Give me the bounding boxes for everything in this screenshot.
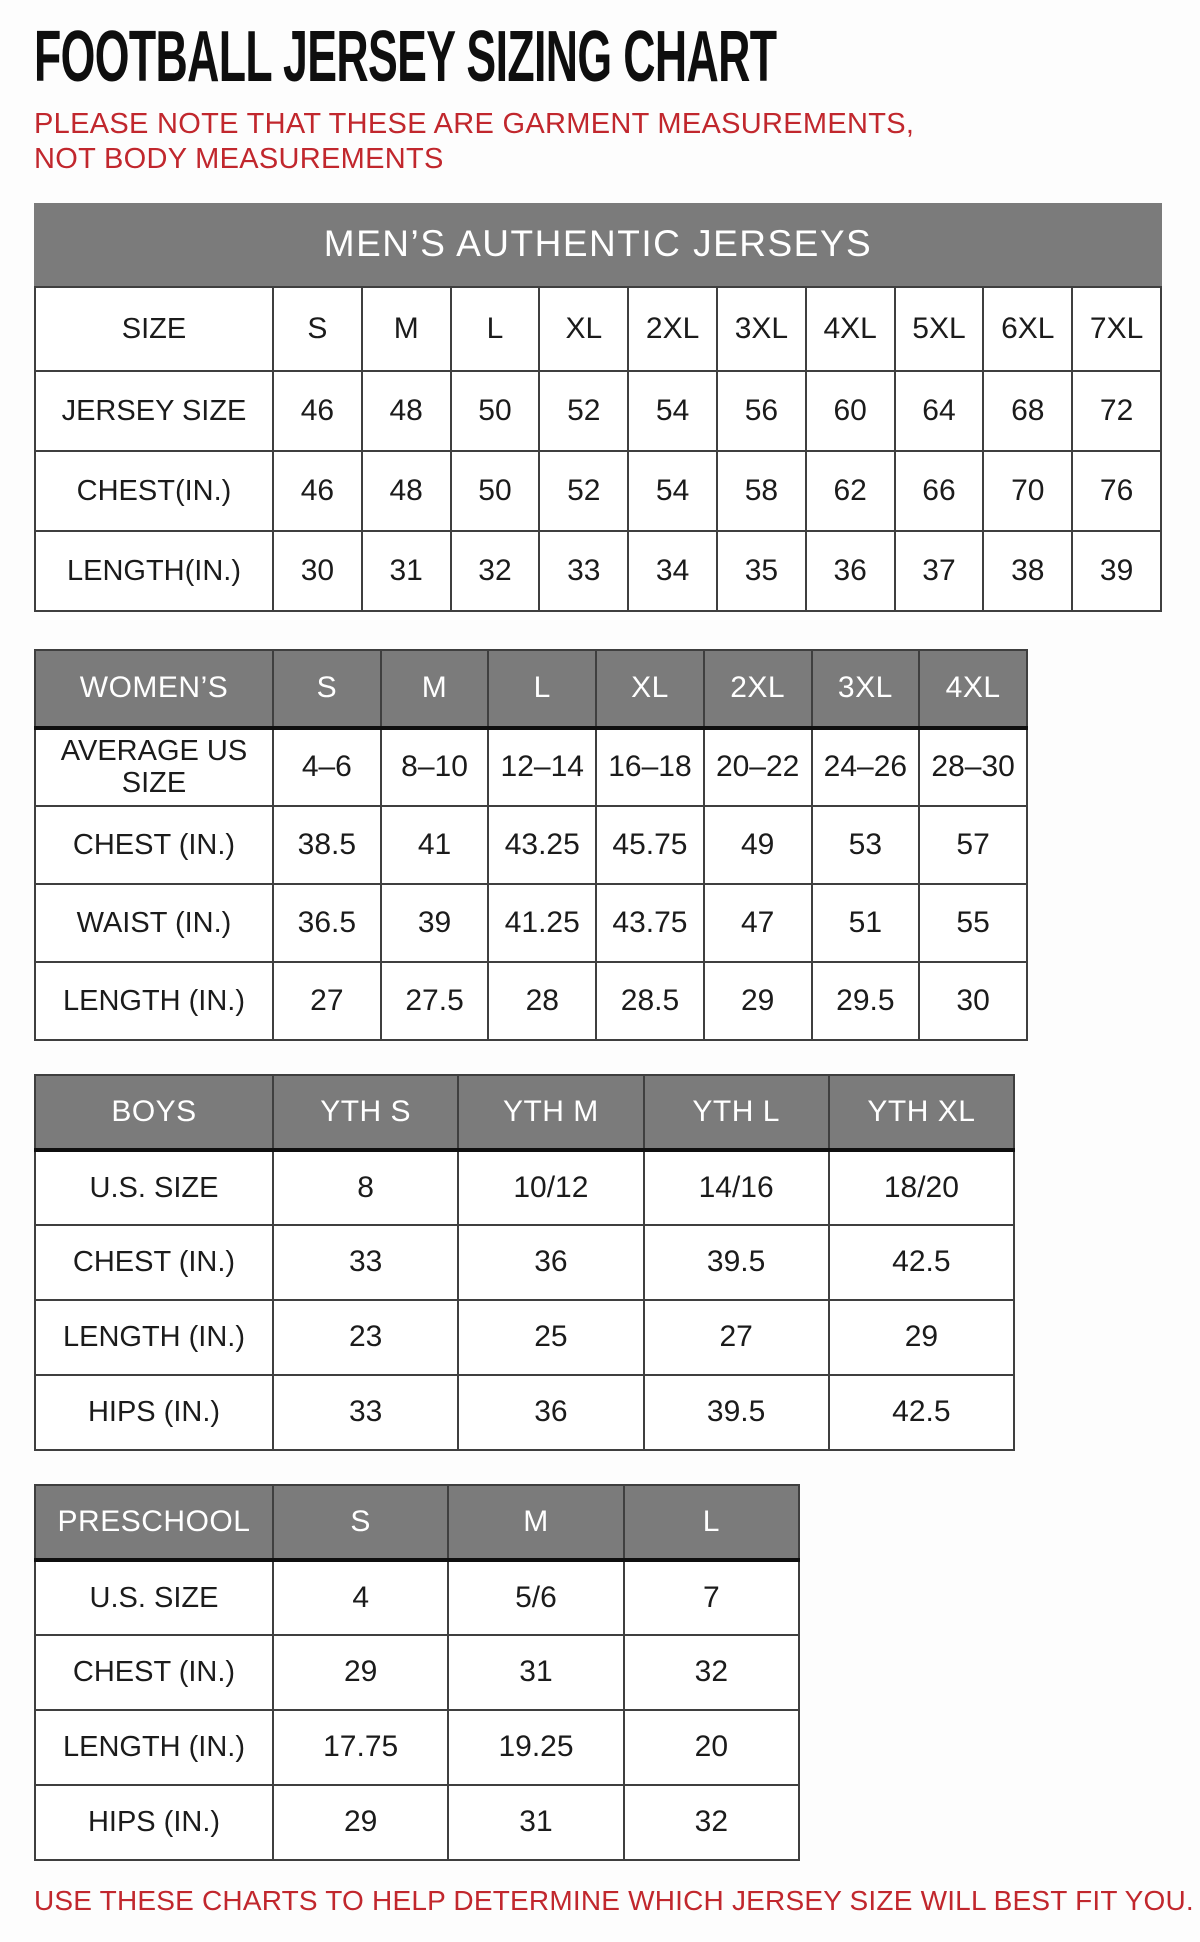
cell-value: 43.25: [488, 806, 596, 884]
row-label: LENGTH (IN.): [35, 1710, 273, 1785]
row-label: CHEST (IN.): [35, 806, 273, 884]
cell-value: L: [451, 287, 540, 371]
cell-value: 27: [273, 962, 381, 1040]
table-row: [35, 806, 1027, 884]
cell-value: 10/12: [458, 1150, 643, 1225]
column-header: YTH S: [273, 1075, 458, 1150]
table-row: [35, 1710, 799, 1785]
cell-value: 64: [895, 371, 984, 451]
table-row: [35, 531, 1161, 611]
cell-value: 52: [539, 451, 628, 531]
cell-value: 70: [983, 451, 1072, 531]
row-label: HIPS (IN.): [35, 1785, 273, 1860]
row-label: SIZE: [35, 287, 273, 371]
preschool-sizing-table: [34, 1484, 800, 1861]
cell-value: 29: [273, 1635, 448, 1710]
cell-value: 41: [381, 806, 489, 884]
table-title: WOMEN’S: [35, 650, 273, 728]
cell-value: 28: [488, 962, 596, 1040]
cell-value: 33: [273, 1375, 458, 1450]
cell-value: 41.25: [488, 884, 596, 962]
table-row: [35, 1225, 1014, 1300]
table-row: [35, 371, 1161, 451]
cell-value: 29: [829, 1300, 1014, 1375]
row-label: JERSEY SIZE: [35, 371, 273, 451]
column-header: YTH XL: [829, 1075, 1014, 1150]
cell-value: 50: [451, 371, 540, 451]
cell-value: 8: [273, 1150, 458, 1225]
header-row: [35, 650, 1027, 728]
cell-value: 27: [644, 1300, 829, 1375]
cell-value: 39: [381, 884, 489, 962]
cell-value: 57: [919, 806, 1027, 884]
cell-value: 35: [717, 531, 806, 611]
cell-value: XL: [539, 287, 628, 371]
cell-value: 18/20: [829, 1150, 1014, 1225]
cell-value: 36: [458, 1225, 643, 1300]
footer-note: USE THESE CHARTS TO HELP DETERMINE WHICH JERSEY SIZE WILL BEST FIT YOU.: [34, 1884, 1194, 1916]
row-label: U.S. SIZE: [35, 1560, 273, 1635]
column-header: S: [273, 1485, 448, 1560]
table-row: [35, 884, 1027, 962]
cell-value: 16–18: [596, 728, 704, 806]
table-row: [35, 1300, 1014, 1375]
row-label: AVERAGE US SIZE: [35, 728, 273, 806]
cell-value: 42.5: [829, 1225, 1014, 1300]
cell-value: 36: [806, 531, 895, 611]
row-label: CHEST (IN.): [35, 1225, 273, 1300]
cell-value: 7XL: [1072, 287, 1161, 371]
table-row: [35, 1560, 799, 1635]
cell-value: 7: [624, 1560, 799, 1635]
cell-value: 27.5: [381, 962, 489, 1040]
column-header: M: [381, 650, 489, 728]
cell-value: 58: [717, 451, 806, 531]
cell-value: 32: [624, 1635, 799, 1710]
column-header: M: [448, 1485, 623, 1560]
cell-value: 68: [983, 371, 1072, 451]
cell-value: 8–10: [381, 728, 489, 806]
cell-value: 50: [451, 451, 540, 531]
table-row: [35, 1150, 1014, 1225]
cell-value: 29: [273, 1785, 448, 1860]
cell-value: 28–30: [919, 728, 1027, 806]
cell-value: 38: [983, 531, 1072, 611]
column-header: S: [273, 650, 381, 728]
table-row: [35, 451, 1161, 531]
cell-value: 5/6: [448, 1560, 623, 1635]
cell-value: 39.5: [644, 1375, 829, 1450]
cell-value: 33: [539, 531, 628, 611]
table-row: [35, 287, 1161, 371]
cell-value: 48: [362, 371, 451, 451]
cell-value: 51: [812, 884, 920, 962]
table-row: [35, 1635, 799, 1710]
table-row: [35, 962, 1027, 1040]
cell-value: 24–26: [812, 728, 920, 806]
cell-value: 66: [895, 451, 984, 531]
cell-value: 42.5: [829, 1375, 1014, 1450]
table-row: [35, 1785, 799, 1860]
cell-value: 46: [273, 451, 362, 531]
cell-value: 36.5: [273, 884, 381, 962]
table-title: PRESCHOOL: [35, 1485, 273, 1560]
cell-value: M: [362, 287, 451, 371]
cell-value: 31: [362, 531, 451, 611]
cell-value: 62: [806, 451, 895, 531]
column-header: L: [488, 650, 596, 728]
cell-value: 39.5: [644, 1225, 829, 1300]
column-header: 4XL: [919, 650, 1027, 728]
cell-value: 34: [628, 531, 717, 611]
mens-sizing-table: [34, 286, 1162, 612]
row-label: LENGTH(IN.): [35, 531, 273, 611]
column-header: YTH L: [644, 1075, 829, 1150]
cell-value: 2XL: [628, 287, 717, 371]
column-header: L: [624, 1485, 799, 1560]
table-title: BOYS: [35, 1075, 273, 1150]
cell-value: 56: [717, 371, 806, 451]
column-header: 3XL: [812, 650, 920, 728]
cell-value: 33: [273, 1225, 458, 1300]
row-label: HIPS (IN.): [35, 1375, 273, 1450]
cell-value: 47: [704, 884, 812, 962]
cell-value: 28.5: [596, 962, 704, 1040]
cell-value: 32: [451, 531, 540, 611]
cell-value: 29: [704, 962, 812, 1040]
mens-table-banner: MEN’S AUTHENTIC JERSEYS: [34, 203, 1162, 286]
cell-value: 53: [812, 806, 920, 884]
cell-value: 48: [362, 451, 451, 531]
cell-value: 38.5: [273, 806, 381, 884]
column-header: YTH M: [458, 1075, 643, 1150]
cell-value: 30: [273, 531, 362, 611]
cell-value: 45.75: [596, 806, 704, 884]
cell-value: 4XL: [806, 287, 895, 371]
row-label: WAIST (IN.): [35, 884, 273, 962]
column-header: 2XL: [704, 650, 812, 728]
cell-value: 31: [448, 1635, 623, 1710]
cell-value: 12–14: [488, 728, 596, 806]
cell-value: 55: [919, 884, 1027, 962]
cell-value: 17.75: [273, 1710, 448, 1785]
cell-value: 6XL: [983, 287, 1072, 371]
row-label: CHEST(IN.): [35, 451, 273, 531]
cell-value: 54: [628, 371, 717, 451]
cell-value: 76: [1072, 451, 1161, 531]
cell-value: 4–6: [273, 728, 381, 806]
table-row: [35, 1375, 1014, 1450]
cell-value: 39: [1072, 531, 1161, 611]
garment-measurements-note: PLEASE NOTE THAT THESE ARE GARMENT MEASUREMENTS, NOT BODY MEASUREMENTS: [34, 108, 915, 175]
table-row: [35, 728, 1027, 806]
cell-value: 37: [895, 531, 984, 611]
cell-value: 14/16: [644, 1150, 829, 1225]
boys-sizing-table: [34, 1074, 1015, 1451]
cell-value: 20: [624, 1710, 799, 1785]
cell-value: 32: [624, 1785, 799, 1860]
cell-value: 25: [458, 1300, 643, 1375]
row-label: LENGTH (IN.): [35, 1300, 273, 1375]
cell-value: S: [273, 287, 362, 371]
womens-sizing-table: [34, 649, 1028, 1041]
cell-value: 60: [806, 371, 895, 451]
cell-value: 23: [273, 1300, 458, 1375]
cell-value: 46: [273, 371, 362, 451]
cell-value: 54: [628, 451, 717, 531]
page-title: FOOTBALL JERSEY SIZING CHART: [34, 17, 777, 97]
cell-value: 31: [448, 1785, 623, 1860]
row-label: CHEST (IN.): [35, 1635, 273, 1710]
cell-value: 5XL: [895, 287, 984, 371]
row-label: U.S. SIZE: [35, 1150, 273, 1225]
cell-value: 20–22: [704, 728, 812, 806]
cell-value: 72: [1072, 371, 1161, 451]
cell-value: 49: [704, 806, 812, 884]
cell-value: 43.75: [596, 884, 704, 962]
cell-value: 52: [539, 371, 628, 451]
header-row: [35, 1075, 1014, 1150]
cell-value: 30: [919, 962, 1027, 1040]
row-label: LENGTH (IN.): [35, 962, 273, 1040]
cell-value: 29.5: [812, 962, 920, 1040]
cell-value: 4: [273, 1560, 448, 1635]
cell-value: 36: [458, 1375, 643, 1450]
header-row: [35, 1485, 799, 1560]
column-header: XL: [596, 650, 704, 728]
cell-value: 3XL: [717, 287, 806, 371]
cell-value: 19.25: [448, 1710, 623, 1785]
